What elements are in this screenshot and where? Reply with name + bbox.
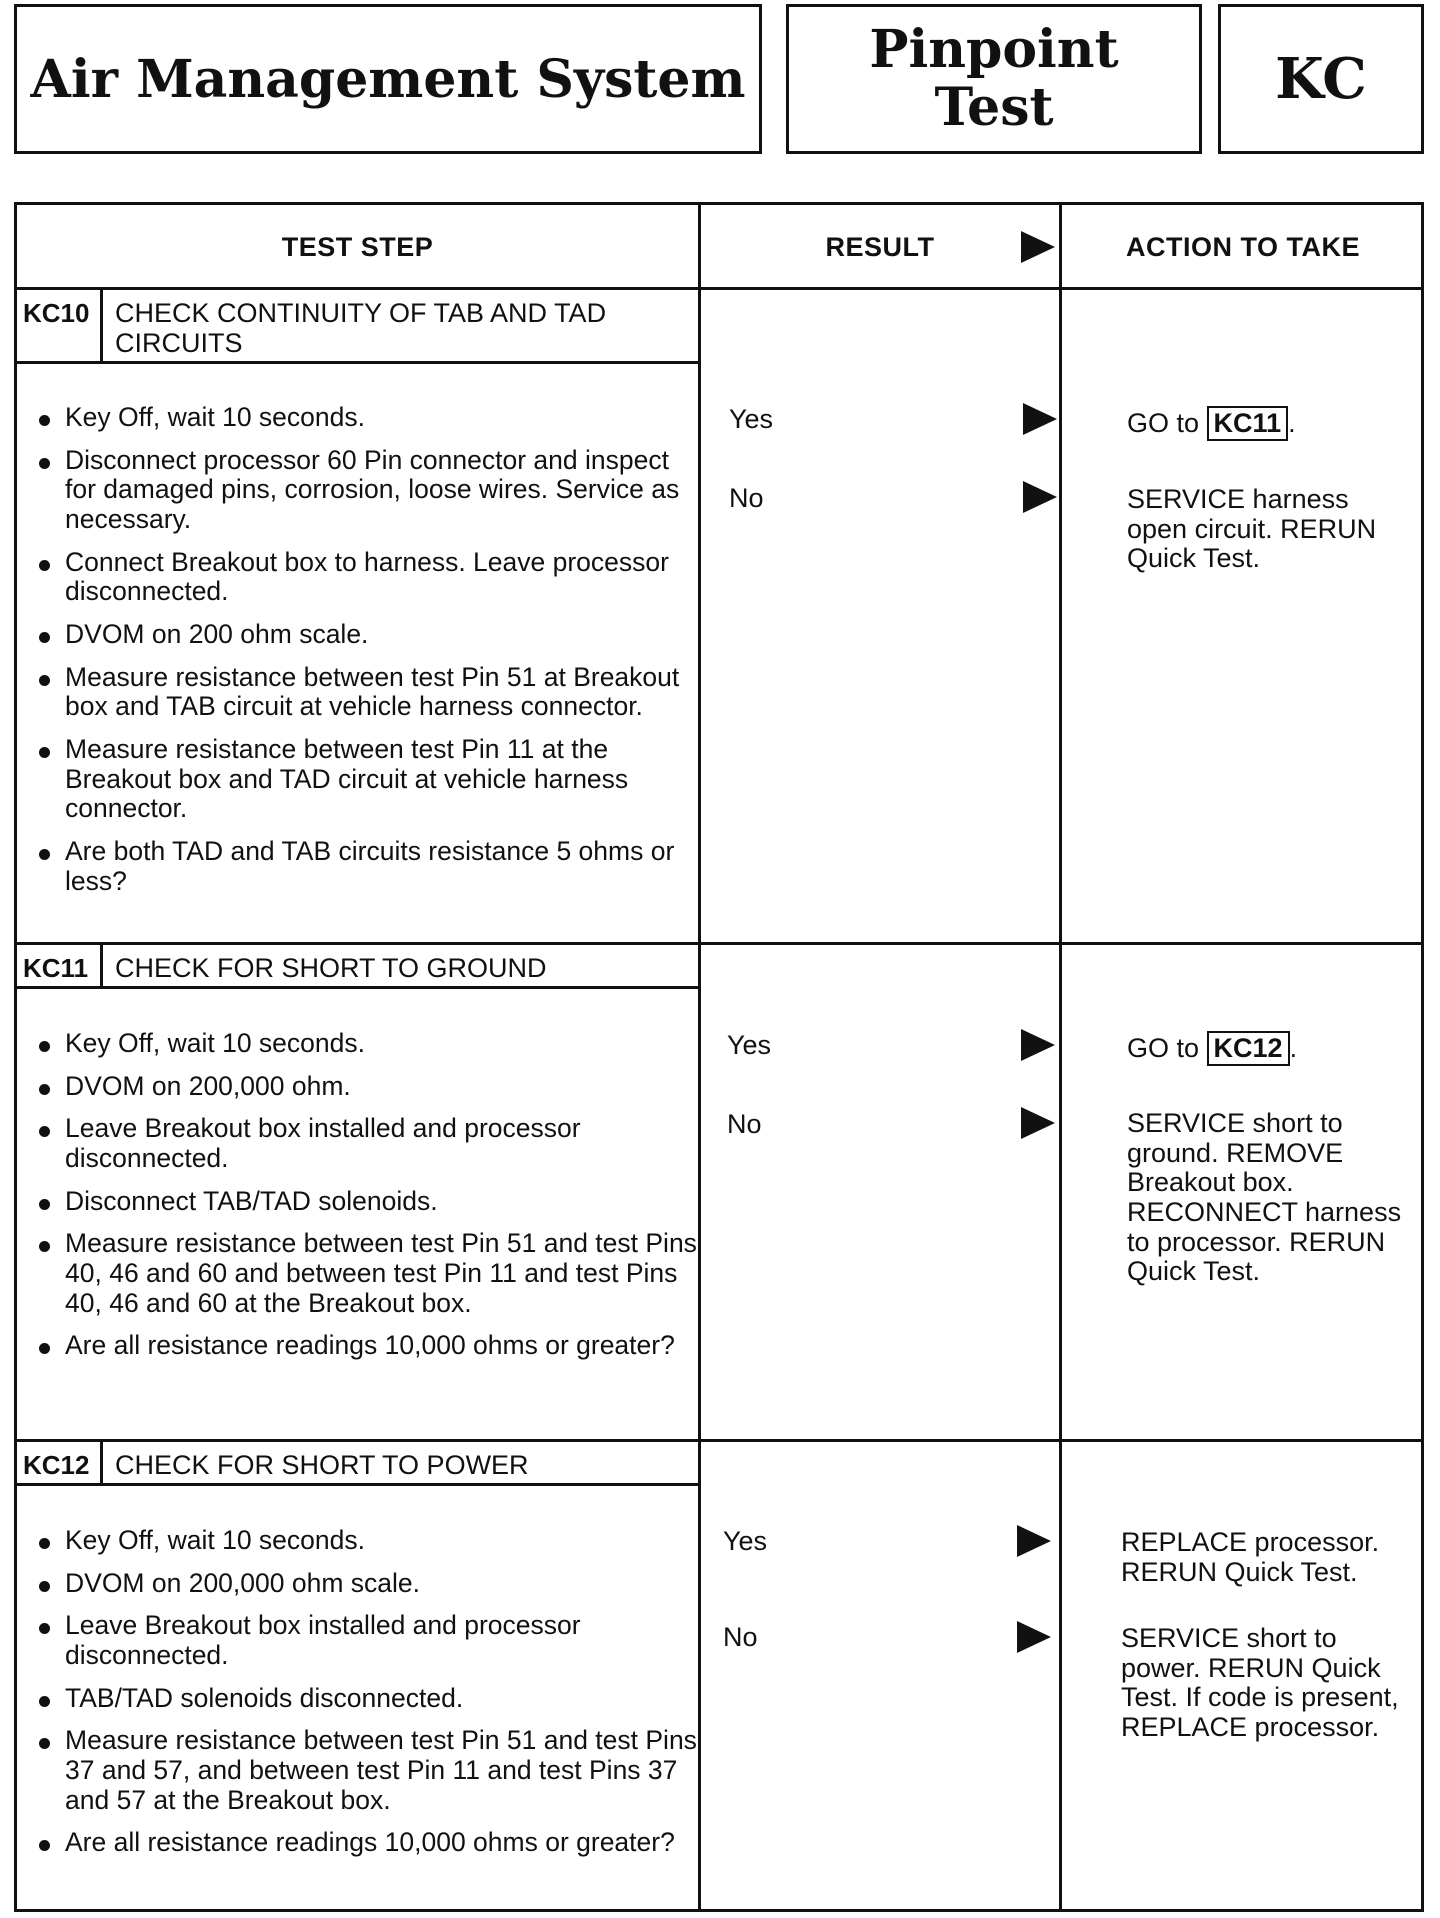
list-item: Measure resistance between test Pin 51 at Breakout box and TAB circuit at vehicle harness connector. [39, 663, 699, 722]
arrow-right-icon [1021, 1107, 1055, 1139]
page-title: Air Management System [30, 48, 746, 110]
col-header-result-label: RESULT [825, 231, 935, 262]
col-header-action: ACTION TO TAKE [1126, 231, 1360, 262]
step-reference: KC11 [1207, 406, 1289, 441]
result-yes: Yes [723, 1526, 768, 1556]
list-item: TAB/TAD solenoids disconnected. [39, 1684, 699, 1714]
step-id: KC11 [17, 945, 103, 986]
step-title: CHECK FOR SHORT TO GROUND [115, 953, 547, 983]
step-header [17, 945, 698, 989]
action-no: SERVICE harness open circuit. RERUN Quick Test. [1127, 484, 1377, 574]
test-type-box [786, 4, 1202, 154]
list-item: DVOM on 200,000 ohm. [39, 1072, 699, 1102]
step-reference: KC12 [1207, 1031, 1290, 1066]
list-item: Disconnect processor 60 Pin connector and inspect for damaged pins, corrosion, loose wires. Service as necessary. [39, 446, 699, 535]
list-item: Connect Breakout box to harness. Leave processor disconnected. [39, 548, 699, 607]
step-instructions [39, 403, 699, 909]
result-no: No [723, 1622, 758, 1652]
pinpoint-table [14, 202, 1424, 1912]
arrow-right-icon [1017, 1525, 1051, 1557]
result-yes: Yes [727, 1030, 772, 1060]
list-item: DVOM on 200 ohm scale. [39, 620, 699, 650]
list-item: Key Off, wait 10 seconds. [39, 1526, 699, 1556]
list-item: Leave Breakout box installed and processor disconnected. [39, 1611, 699, 1670]
list-item: Measure resistance between test Pin 11 at the Breakout box and TAD circuit at vehicle harness connector. [39, 735, 699, 824]
test-type-line2: Test [934, 77, 1054, 138]
step-instructions [39, 1029, 699, 1374]
action-yes [1127, 1031, 1407, 1066]
list-item: Disconnect TAB/TAD solenoids. [39, 1187, 699, 1217]
action-yes: REPLACE processor. RERUN Quick Test. [1121, 1527, 1380, 1587]
list-item: Are all resistance readings 10,000 ohms or greater? [39, 1828, 699, 1858]
arrow-right-icon [1021, 1029, 1055, 1061]
arrow-right-icon [1023, 403, 1057, 435]
action-no: SERVICE short to power. RERUN Quick Test. If code is present, REPLACE processor. [1121, 1623, 1399, 1743]
action-suffix: . [1288, 408, 1296, 438]
title-box [14, 4, 762, 154]
action-suffix: . [1289, 1033, 1298, 1063]
step-title: CHECK CONTINUITY OF TAB AND TAD CIRCUITS [115, 298, 607, 359]
result-arrow-icon [1021, 231, 1055, 263]
action-yes [1127, 406, 1407, 441]
test-code: KC [1275, 46, 1367, 112]
list-item: Key Off, wait 10 seconds. [39, 403, 699, 433]
code-box [1218, 4, 1424, 154]
column-divider [1059, 205, 1062, 1909]
action-text: GO to [1127, 408, 1200, 438]
list-item: Key Off, wait 10 seconds. [39, 1029, 699, 1059]
result-no: No [727, 1109, 762, 1139]
result-no: No [729, 483, 764, 513]
step-id: KC10 [17, 290, 103, 361]
list-item: Are both TAD and TAB circuits resistance 5 ohms or less? [39, 837, 699, 896]
col-header-result [701, 205, 1059, 289]
step-header [17, 1442, 698, 1486]
arrow-right-icon [1017, 1621, 1051, 1653]
step-instructions [39, 1526, 699, 1871]
list-item: Measure resistance between test Pin 51 and test Pins 37 and 57, and between test Pin 11 and test Pins 37 and 57 at the Breakout box. [39, 1726, 699, 1815]
list-item: DVOM on 200,000 ohm scale. [39, 1569, 699, 1599]
step-id: KC12 [17, 1442, 103, 1483]
list-item: Measure resistance between test Pin 51 and test Pins 40, 46 and 60 and between test Pin 11 and test Pins 40, 46 and 60 at the Breakout box. [39, 1229, 699, 1318]
result-yes: Yes [729, 404, 774, 434]
action-no: SERVICE short to ground. REMOVE Breakout box. RECONNECT harness to processor. RERUN Quick Test. [1127, 1108, 1402, 1287]
col-header-test-step: TEST STEP [281, 231, 434, 262]
list-item: Leave Breakout box installed and processor disconnected. [39, 1114, 699, 1173]
action-text: GO to [1127, 1033, 1200, 1063]
step-header [17, 290, 698, 364]
step-title: CHECK FOR SHORT TO POWER [115, 1450, 529, 1480]
arrow-right-icon [1023, 481, 1057, 513]
test-type-line1: Pinpoint [869, 18, 1119, 80]
list-item: Are all resistance readings 10,000 ohms or greater? [39, 1331, 699, 1361]
